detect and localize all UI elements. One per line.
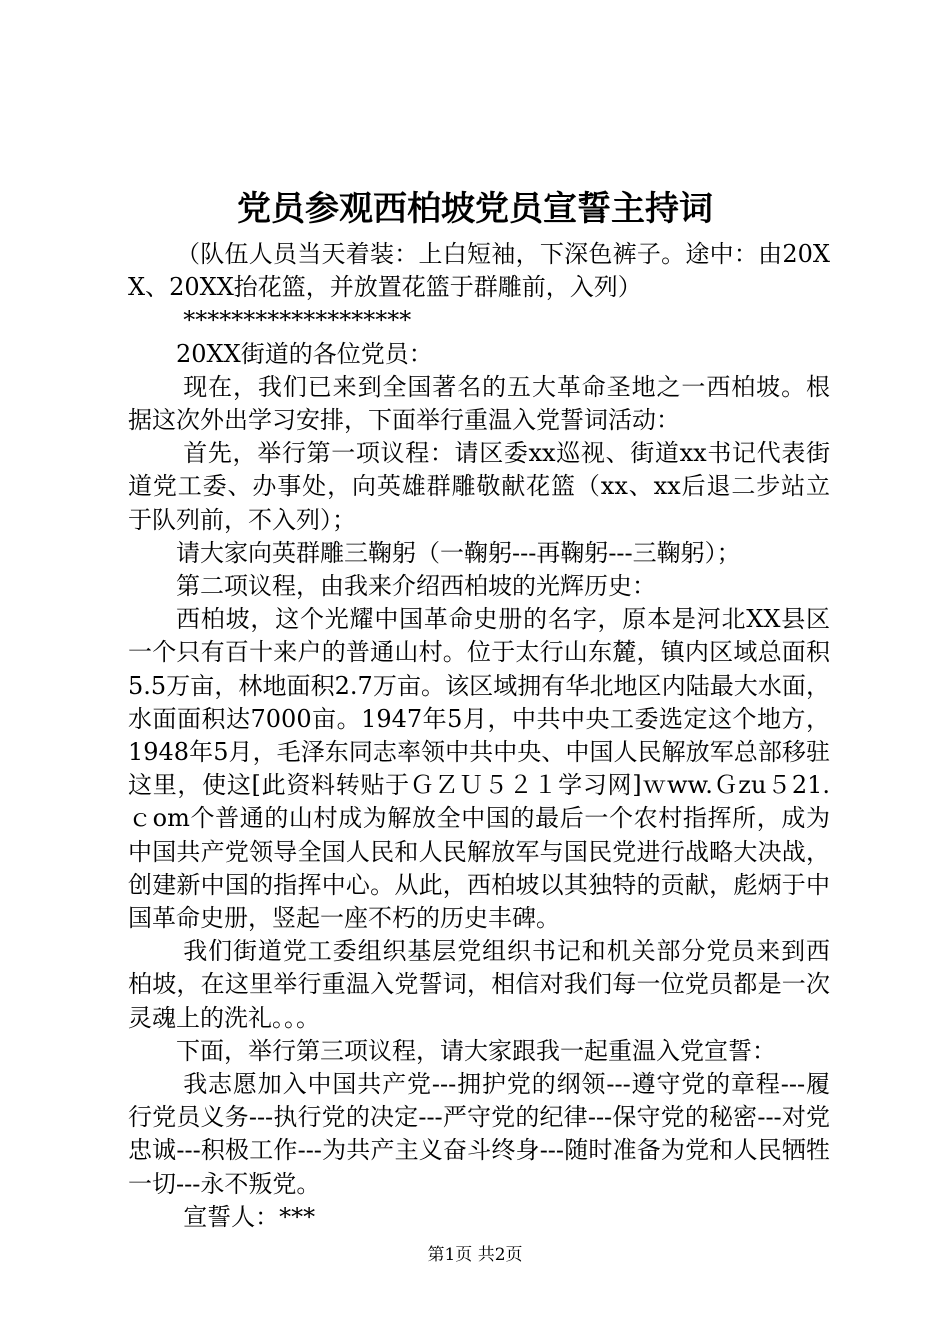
reflection-paragraph: 我们街道党工委组织基层党组织书记和机关部分党员来到西柏坡，在这里举行重温入党誓词，相信对我们每一位党员都是一次灵魂上的洗礼。。。 bbox=[128, 937, 830, 1032]
first-agenda-paragraph: 首先，举行第一项议程：请区委xx巡视、街道xx书记代表街道党工委、办事处，向英雄群雕敬献花篮（xx、xx后退二步站立于队列前，不入列）； bbox=[128, 439, 830, 534]
salutation-paragraph: 20XX街道的各位党员： bbox=[176, 339, 433, 368]
history-paragraph: 西柏坡，这个光耀中国革命史册的名字，原本是河北XX县区一个只有百十来户的普通山村。位于太行山东麓，镇内区域总面积5.5万亩，林地面积2.7万亩。该区域拥有华北地区内陆最大水面，水面面积达7000亩。1947年5月，中共中央工委选定这个地方，1948年5月，毛泽东同志率领中共中央、中国人民解放军总部移驻这里，使这[此资料转贴于ＧＺＵ５２１学习网]ｗww.Ｇzu５21.ｃom个普通的山村成为解放全中国的最后一个农村指挥所，成为中国共产党领导全国人民和人民解放军与国民党进行战略大决战，创建新中国的指挥中心。从此，西柏坡以其独特的贡献，彪炳于中国革命史册，竖起一座不朽的历史丰碑。 bbox=[128, 605, 830, 933]
opening-paragraph: 现在，我们已来到全国著名的五大革命圣地之一西柏坡。根据这次外出学习安排，下面举行重温入党誓词活动： bbox=[128, 372, 830, 435]
page-number-footer: 第1页 共2页 bbox=[427, 1245, 523, 1265]
bow-paragraph: 请大家向英群雕三鞠躬（一鞠躬---再鞠躬---三鞠躬）； bbox=[176, 538, 741, 567]
attire-note-paragraph: （队伍人员当天着装：上白短袖，下深色裤子。途中：由20XX、20XX抬花篮，并放置花篮于群雕前，入列） bbox=[128, 240, 830, 302]
oath-taker-paragraph: 宣誓人：*** bbox=[183, 1202, 316, 1231]
document-title: 党员参观西柏坡党员宣誓主持词 bbox=[237, 189, 713, 229]
separator-line: ******************* bbox=[183, 306, 412, 335]
third-agenda-paragraph: 下面，举行第三项议程，请大家跟我一起重温入党宣誓： bbox=[176, 1036, 776, 1065]
oath-paragraph: 我志愿加入中国共产党---拥护党的纲领---遵守党的章程---履行党员义务---执行党的决定---严守党的纪律---保守党的秘密---对党忠诚---积极工作---为共产主义奋斗终身---随时准备为党和人民牺牲一切---永不叛党。 bbox=[128, 1070, 830, 1198]
document-body bbox=[128, 238, 830, 1234]
second-agenda-paragraph: 第二项议程，由我来介绍西柏坡的光辉历史： bbox=[176, 572, 656, 601]
